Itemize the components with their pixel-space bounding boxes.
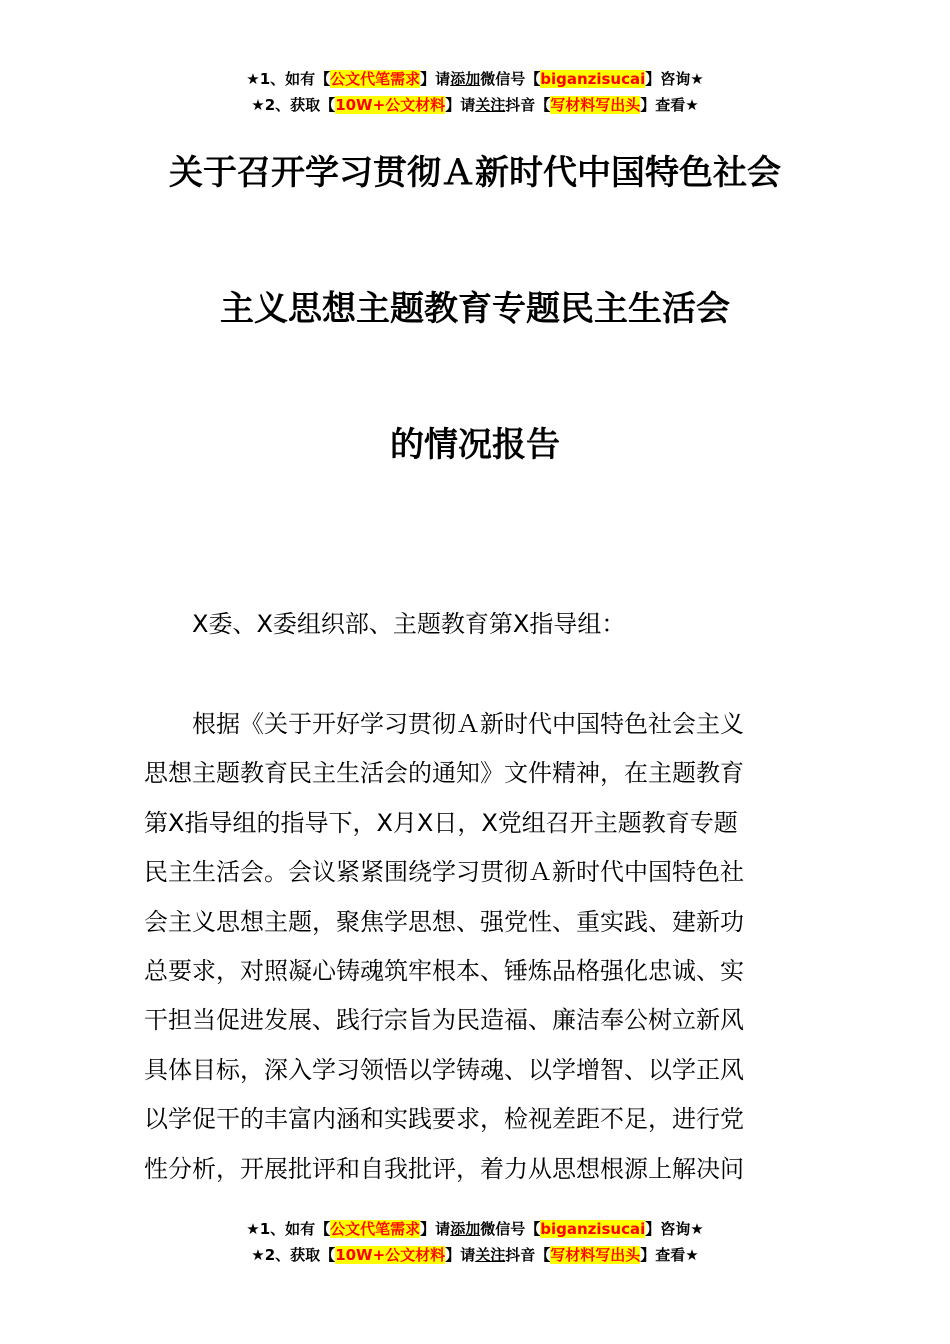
body-paragraph (144, 700, 814, 1194)
title-line: 的情况报告 (390, 425, 560, 465)
body-line: 会主义思想主题，聚焦学思想、强党性、重实践、建新功 (144, 907, 744, 936)
body-line: 总要求，对照凝心铸魂筑牢根本、锤炼品格强化忠诚、实 (144, 956, 744, 985)
promo-highlight: 写材料写出头 (550, 1246, 641, 1264)
promo-highlight: biganzisucai (540, 1220, 646, 1238)
body-line: 具体目标，深入学习领悟以学铸魂、以学增智、以学正风 (144, 1055, 744, 1084)
title-line: 关于召开学习贯彻Ａ新时代中国特色社会 (169, 153, 781, 193)
promo-highlight: biganzisucai (540, 70, 646, 88)
salutation: X委、X委组织部、主题教育第X指导组： (192, 610, 626, 638)
promo-highlight: 公文代笔需求 (330, 70, 421, 88)
body-line: 民主生活会。会议紧紧围绕学习贯彻Ａ新时代中国特色社 (144, 858, 744, 887)
body-line: 干担当促进发展、践行宗旨为民造福、廉洁奉公树立新风 (144, 1006, 744, 1035)
body-line: 性分析，开展批评和自我批评，着力从思想根源上解决问 (144, 1154, 744, 1183)
promo-line-1: ★1、如有【公文代笔需求】请添加微信号【biganzisucai】咨询★ (246, 1220, 704, 1238)
document-title (0, 140, 950, 548)
promo-line-1: ★1、如有【公文代笔需求】请添加微信号【biganzisucai】咨询★ (246, 70, 704, 88)
header-promo-banner (0, 66, 950, 118)
promo-highlight: 10W+公文材料 (335, 1246, 446, 1264)
promo-line-2: ★2、获取【10W+公文材料】请关注抖音【写材料写出头】查看★ (251, 96, 699, 114)
promo-highlight: 10W+公文材料 (335, 96, 446, 114)
promo-highlight: 公文代笔需求 (330, 1220, 421, 1238)
body-line: 根据《关于开好学习贯彻Ａ新时代中国特色社会主义 (144, 710, 744, 738)
body-line: 第X指导组的指导下，X月X日，X党组召开主题教育专题 (144, 808, 738, 837)
body-line: 以学促干的丰富内涵和实践要求，检视差距不足，进行党 (144, 1105, 744, 1134)
promo-line-2: ★2、获取【10W+公文材料】请关注抖音【写材料写出头】查看★ (251, 1246, 699, 1264)
promo-highlight: 写材料写出头 (550, 96, 641, 114)
footer-promo-banner (0, 1216, 950, 1268)
title-line: 主义思想主题教育专题民主生活会 (220, 289, 730, 329)
body-line: 思想主题教育民主生活会的通知》文件精神，在主题教育 (144, 759, 744, 788)
